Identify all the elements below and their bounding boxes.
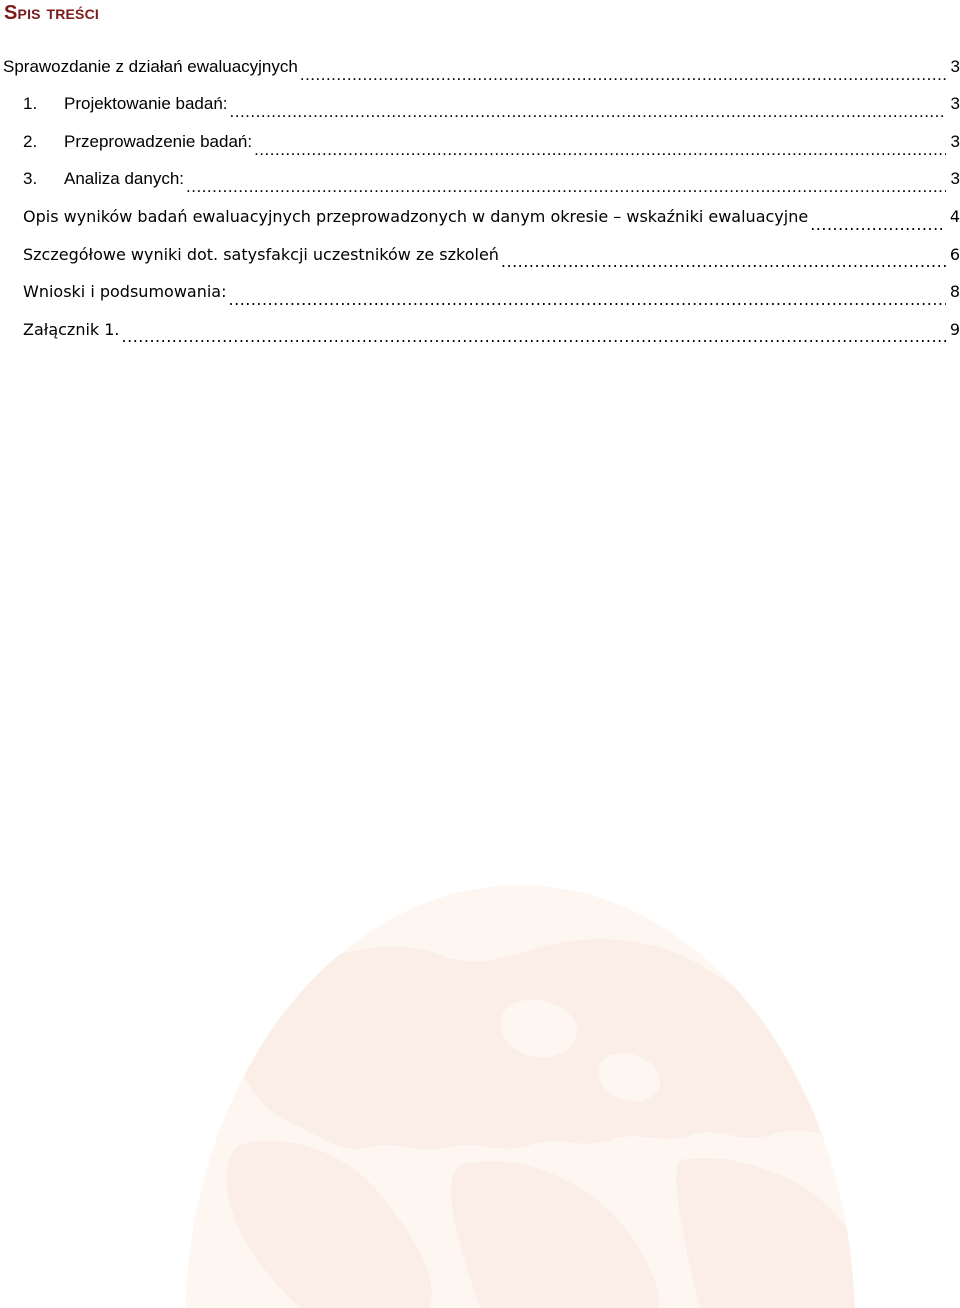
toc-entry-text: Przeprowadzenie badań: [64, 131, 253, 151]
toc-entry[interactable] [0, 311, 960, 349]
toc-page-number: 9 [949, 319, 960, 339]
toc-entry-number: 2. [23, 131, 38, 151]
toc-entry-text: Załącznik 1. [23, 319, 120, 339]
toc-entry[interactable] [0, 236, 960, 274]
toc-entry-number: 3. [23, 169, 38, 189]
toc-dot-leader [228, 289, 946, 311]
toc-entry[interactable] [0, 86, 960, 124]
toc-page-number: 8 [949, 282, 960, 302]
toc-entry[interactable] [0, 273, 960, 311]
toc-page-number: 3 [950, 56, 960, 76]
toc-page-number: 3 [950, 131, 960, 151]
toc-entry[interactable] [0, 123, 960, 161]
toc-entry-text: Szczegółowe wyniki dot. satysfakcji uczestników ze szkoleń [23, 244, 499, 264]
globe-watermark-icon [180, 885, 860, 1308]
toc-page-number: 3 [950, 94, 960, 114]
toc-dot-leader [300, 64, 946, 86]
toc-page-number: 3 [950, 169, 960, 189]
toc-dot-leader [254, 139, 946, 161]
toc-entry-text: Projektowanie badań: [64, 94, 228, 114]
table-of-contents [0, 48, 960, 348]
toc-entry-text: Sprawozdanie z działań ewaluacyjnych [3, 56, 298, 76]
toc-dot-leader [501, 251, 946, 273]
toc-entry-text: Wnioski i podsumowania: [23, 282, 227, 302]
toc-dot-leader [186, 176, 946, 198]
toc-dot-leader [122, 326, 946, 348]
toc-page-number: 6 [949, 244, 960, 264]
toc-entry[interactable] [0, 198, 960, 236]
toc-entry[interactable] [0, 48, 960, 86]
toc-dot-leader [230, 101, 946, 123]
toc-entry[interactable] [0, 161, 960, 199]
toc-page-number: 4 [949, 207, 960, 227]
toc-entry-number: 1. [23, 94, 38, 114]
toc-entry-text: Opis wyników badań ewaluacyjnych przeprowadzonych w danym okresie – wskaźniki ewaluacyjne [23, 207, 809, 227]
toc-entry-text: Analiza danych: [64, 169, 185, 189]
toc-dot-leader [810, 214, 946, 236]
toc-heading: Spis treści [4, 2, 99, 24]
